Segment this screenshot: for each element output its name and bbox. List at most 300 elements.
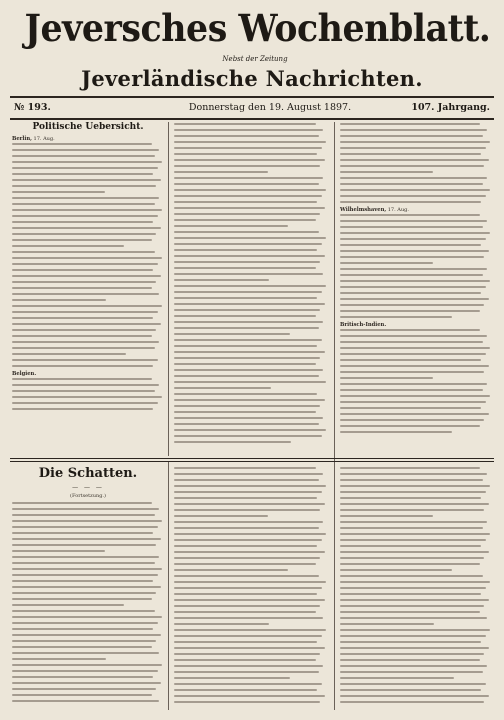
text-line: [340, 527, 483, 529]
text-line: [174, 393, 317, 395]
text-line: [12, 646, 152, 648]
column-feuilleton-2: [174, 466, 328, 707]
text-line: [340, 557, 484, 559]
text-line: [174, 521, 323, 523]
text-line: [174, 605, 320, 607]
text-line: [174, 189, 326, 191]
text-line: [174, 327, 319, 329]
text-line: [340, 226, 483, 228]
text-line: [340, 135, 483, 137]
text-line: [174, 515, 268, 517]
text-line: [340, 605, 484, 607]
text-line: [340, 641, 481, 643]
text-line: [174, 225, 288, 227]
text-line: [12, 311, 158, 313]
text-line: [340, 647, 489, 649]
text-line: [12, 287, 152, 289]
text-line: [174, 153, 317, 155]
politics-lead-place: Berlin,: [12, 136, 32, 142]
text-line: [340, 238, 486, 240]
text-line: [340, 599, 489, 601]
text-line: [174, 351, 325, 353]
text-line: [340, 677, 454, 679]
politics-lead: [12, 136, 164, 142]
text-line: [12, 269, 153, 271]
text-line: [12, 215, 158, 217]
text-line: [12, 221, 153, 223]
belgium-lead-place: Belgien.: [12, 371, 37, 377]
text-line: [340, 389, 483, 391]
column-politics: [12, 122, 164, 414]
feuilleton-text-lines-3: [340, 467, 492, 703]
text-line: [12, 239, 152, 241]
text-line: [340, 533, 490, 535]
text-line: [174, 629, 326, 631]
text-line: [174, 219, 316, 221]
text-line: [12, 568, 162, 570]
text-line: [174, 195, 322, 197]
british-india-lead-place: Britisch-Indien.: [340, 322, 387, 328]
text-line: [12, 538, 161, 540]
text-line: [174, 267, 316, 269]
text-line: [340, 171, 433, 173]
text-line: [12, 185, 156, 187]
text-line: [12, 353, 126, 355]
feuilleton-rule-top: [10, 458, 494, 459]
text-line: [340, 695, 489, 697]
issue-date: Donnerstag den 19. August 1897.: [188, 102, 352, 113]
text-line: [12, 402, 158, 404]
column-middle: [174, 122, 328, 447]
text-line: [340, 515, 433, 517]
text-line: [340, 509, 484, 511]
text-line: [174, 497, 317, 499]
text-line: [174, 339, 322, 341]
text-line: [174, 123, 316, 125]
text-line: [340, 587, 486, 589]
text-line: [174, 647, 325, 649]
text-line: [12, 359, 158, 361]
column-separator-2: [334, 122, 335, 710]
text-line: [340, 129, 487, 131]
text-line: [12, 526, 158, 528]
text-line: [12, 167, 158, 169]
text-line: [340, 274, 483, 276]
text-line: [12, 384, 159, 386]
text-line: [12, 161, 162, 163]
feuilleton-text-lines-2: [174, 467, 328, 703]
text-line: [174, 677, 290, 679]
text-line: [12, 263, 158, 265]
text-line: [12, 634, 161, 636]
text-line: [12, 550, 105, 552]
text-line: [12, 544, 156, 546]
text-line: [12, 305, 162, 307]
text-line: [340, 383, 487, 385]
text-line: [12, 670, 158, 672]
text-line: [340, 268, 487, 270]
text-line: [12, 532, 153, 534]
text-line: [174, 363, 316, 365]
text-line: [12, 378, 152, 380]
text-line: [12, 610, 155, 612]
text-line: [12, 323, 161, 325]
text-line: [174, 689, 317, 691]
text-line: [340, 201, 481, 203]
text-line: [174, 623, 269, 625]
text-line: [340, 189, 490, 191]
text-line: [12, 688, 156, 690]
text-line: [340, 371, 484, 373]
text-line: [12, 502, 152, 504]
text-line: [174, 279, 269, 281]
text-line: [12, 347, 155, 349]
text-line: [12, 329, 156, 331]
text-line: [340, 347, 490, 349]
text-line: [174, 551, 325, 553]
text-line: [174, 423, 319, 425]
text-line: [12, 682, 161, 684]
text-line: [12, 580, 153, 582]
text-line: [340, 413, 489, 415]
text-line: [174, 291, 322, 293]
text-line: [340, 401, 486, 403]
text-line: [340, 220, 487, 222]
column-feuilleton-3: [340, 466, 492, 707]
text-line: [174, 563, 316, 565]
text-line: [174, 405, 320, 407]
text-line: [12, 197, 159, 199]
text-line: [340, 304, 484, 306]
text-line: [174, 297, 317, 299]
text-line: [340, 177, 487, 179]
text-line: [174, 207, 325, 209]
belgium-lead: [12, 371, 164, 377]
text-line: [340, 377, 433, 379]
text-line: [174, 569, 288, 571]
text-line: [12, 203, 155, 205]
text-line: [174, 695, 325, 697]
text-line: [174, 617, 323, 619]
text-line: [340, 244, 481, 246]
politics-heading: Politische Uebersicht.: [32, 122, 144, 132]
text-line: [174, 171, 268, 173]
text-line: [174, 545, 317, 547]
text-line: [174, 345, 317, 347]
text-line: [12, 149, 159, 151]
text-line: [340, 262, 433, 264]
text-line: [12, 598, 152, 600]
text-line: [174, 467, 316, 469]
text-line: [174, 509, 320, 511]
text-line: [12, 299, 106, 301]
text-line: [174, 285, 326, 287]
text-line: [340, 359, 481, 361]
text-line: [174, 527, 319, 529]
text-line: [12, 227, 161, 229]
text-line: [12, 628, 153, 630]
text-line: [340, 659, 480, 661]
text-line: [12, 586, 161, 588]
text-line: [340, 419, 484, 421]
text-line: [174, 683, 322, 685]
text-line: [12, 508, 159, 510]
right-text-lines-c: [340, 329, 492, 433]
text-line: [12, 694, 152, 696]
text-line: [12, 616, 162, 618]
text-line: [340, 539, 486, 541]
politics-text-lines: [12, 143, 164, 367]
text-line: [340, 485, 490, 487]
text-line: [12, 622, 158, 624]
text-line: [174, 147, 322, 149]
text-line: [340, 153, 481, 155]
text-line: [174, 435, 322, 437]
text-line: [12, 652, 159, 654]
column-separator-1: [168, 122, 169, 456]
text-line: [340, 521, 487, 523]
text-line: [340, 165, 484, 167]
text-line: [12, 191, 105, 193]
local-lead-place: Wilhelmshaven,: [340, 207, 387, 213]
text-line: [340, 214, 480, 216]
text-line: [340, 250, 489, 252]
text-line: [340, 611, 480, 613]
text-line: [12, 173, 153, 175]
text-line: [174, 599, 325, 601]
text-line: [340, 147, 486, 149]
text-line: [174, 321, 323, 323]
text-line: [12, 396, 162, 398]
text-line: [340, 569, 452, 571]
right-text-lines-a: [340, 123, 492, 203]
text-line: [340, 581, 490, 583]
text-line: [340, 653, 484, 655]
text-line: [174, 231, 319, 233]
text-line: [174, 303, 325, 305]
text-line: [340, 280, 490, 282]
text-line: [340, 159, 489, 161]
text-line: [12, 676, 153, 678]
text-line: [340, 701, 484, 703]
text-line: [174, 587, 322, 589]
politics-lead-date: 17. Aug.: [33, 136, 55, 142]
text-line: [340, 545, 481, 547]
text-line: [12, 245, 124, 247]
text-line: [174, 249, 317, 251]
text-line: [340, 563, 480, 565]
text-line: [174, 485, 326, 487]
text-line: [340, 183, 483, 185]
text-line: [340, 292, 481, 294]
text-line: [12, 143, 152, 145]
feuilleton-rule-bottom: [10, 461, 494, 462]
text-line: [12, 155, 155, 157]
text-line: [340, 298, 489, 300]
text-line: [340, 575, 483, 577]
feuilleton-divider: — — —: [72, 484, 104, 491]
text-line: [174, 491, 322, 493]
text-line: [340, 425, 480, 427]
text-line: [12, 257, 162, 259]
text-line: [12, 335, 152, 337]
subtitle-title: Jeverländische Nachrichten.: [81, 66, 423, 91]
text-line: [340, 617, 487, 619]
text-line: [174, 165, 320, 167]
text-line: [340, 689, 481, 691]
text-line: [12, 341, 159, 343]
feuilleton-continuation: (Fortsetzung.): [70, 493, 106, 499]
local-lead: [340, 207, 492, 213]
text-line: [174, 375, 319, 377]
text-line: [340, 497, 481, 499]
text-line: [174, 653, 320, 655]
text-line: [340, 491, 486, 493]
text-line: [174, 581, 326, 583]
text-line: [340, 635, 486, 637]
dateline: [10, 100, 494, 116]
issue-volume: 107. Jahrgang.: [411, 102, 490, 113]
text-line: [340, 593, 481, 595]
text-line: [12, 251, 155, 253]
text-line: [174, 141, 326, 143]
text-line: [12, 275, 161, 277]
text-line: [174, 309, 320, 311]
right-text-lines-b: [340, 214, 492, 318]
text-line: [174, 441, 291, 443]
text-line: [340, 671, 483, 673]
text-line: [174, 315, 316, 317]
text-line: [340, 503, 489, 505]
text-line: [12, 390, 155, 392]
text-line: [174, 333, 290, 335]
text-line: [340, 431, 452, 433]
local-lead-date: 17. Aug.: [387, 207, 409, 213]
text-line: [174, 701, 320, 703]
text-line: [12, 658, 106, 660]
feuilleton-text-lines-1: [12, 502, 164, 702]
text-line: [174, 255, 325, 257]
text-line: [340, 683, 486, 685]
text-line: [12, 562, 155, 564]
text-line: [340, 335, 487, 337]
text-line: [174, 611, 316, 613]
text-line: [174, 273, 323, 275]
text-line: [174, 381, 326, 383]
text-line: [174, 659, 316, 661]
text-line: [340, 195, 486, 197]
text-line: [340, 141, 490, 143]
column-right: [340, 122, 492, 437]
text-line: [12, 293, 159, 295]
issue-number: № 193.: [14, 102, 51, 113]
text-line: [174, 177, 323, 179]
text-line: [12, 520, 162, 522]
text-line: [340, 286, 486, 288]
text-line: [174, 135, 319, 137]
text-line: [340, 479, 483, 481]
text-line: [12, 233, 156, 235]
masthead-rule-top: [10, 96, 494, 98]
text-line: [12, 209, 162, 211]
text-line: [340, 623, 434, 625]
text-line: [174, 387, 271, 389]
middle-text-lines: [174, 123, 328, 443]
masthead-title: Jeversches Wochenblatt.: [24, 6, 491, 50]
column-separator-1b: [168, 462, 169, 710]
text-line: [340, 395, 490, 397]
text-line: [12, 604, 124, 606]
text-line: [12, 317, 153, 319]
text-line: [174, 473, 323, 475]
text-line: [340, 551, 489, 553]
text-line: [174, 641, 317, 643]
text-line: [12, 640, 156, 642]
text-line: [174, 183, 319, 185]
text-line: [12, 179, 161, 181]
text-line: [174, 129, 323, 131]
text-line: [340, 353, 486, 355]
text-line: [174, 665, 323, 667]
text-line: [174, 417, 323, 419]
text-line: [340, 123, 480, 125]
text-line: [340, 407, 481, 409]
text-line: [12, 408, 153, 410]
text-line: [174, 539, 322, 541]
text-line: [174, 213, 320, 215]
text-line: [340, 310, 480, 312]
text-line: [174, 503, 325, 505]
text-line: [174, 237, 326, 239]
text-line: [12, 574, 158, 576]
text-line: [174, 575, 319, 577]
text-line: [174, 201, 317, 203]
text-line: [340, 473, 487, 475]
text-line: [174, 369, 323, 371]
text-line: [174, 399, 325, 401]
text-line: [174, 243, 322, 245]
text-line: [12, 700, 159, 702]
text-line: [12, 556, 159, 558]
text-line: [174, 411, 316, 413]
text-line: [340, 316, 452, 318]
british-india-lead: [340, 322, 492, 328]
belgium-text-lines: [12, 378, 164, 410]
text-line: [12, 514, 155, 516]
text-line: [174, 533, 326, 535]
text-line: [340, 467, 480, 469]
text-line: [174, 593, 317, 595]
text-line: [174, 479, 319, 481]
text-line: [174, 159, 325, 161]
text-line: [340, 665, 487, 667]
text-line: [340, 232, 490, 234]
text-line: [340, 629, 490, 631]
text-line: [12, 281, 156, 283]
text-line: [340, 341, 483, 343]
text-line: [340, 365, 489, 367]
masthead-rule-bottom: [10, 118, 494, 120]
text-line: [12, 664, 162, 666]
text-line: [174, 357, 320, 359]
feuilleton-heading: Die Schatten.: [38, 466, 138, 481]
text-line: [174, 261, 320, 263]
text-line: [340, 256, 484, 258]
masthead-center-note: Nebst der Zeitung: [222, 55, 288, 63]
column-feuilleton: [12, 466, 164, 706]
text-line: [174, 671, 319, 673]
text-line: [12, 592, 156, 594]
